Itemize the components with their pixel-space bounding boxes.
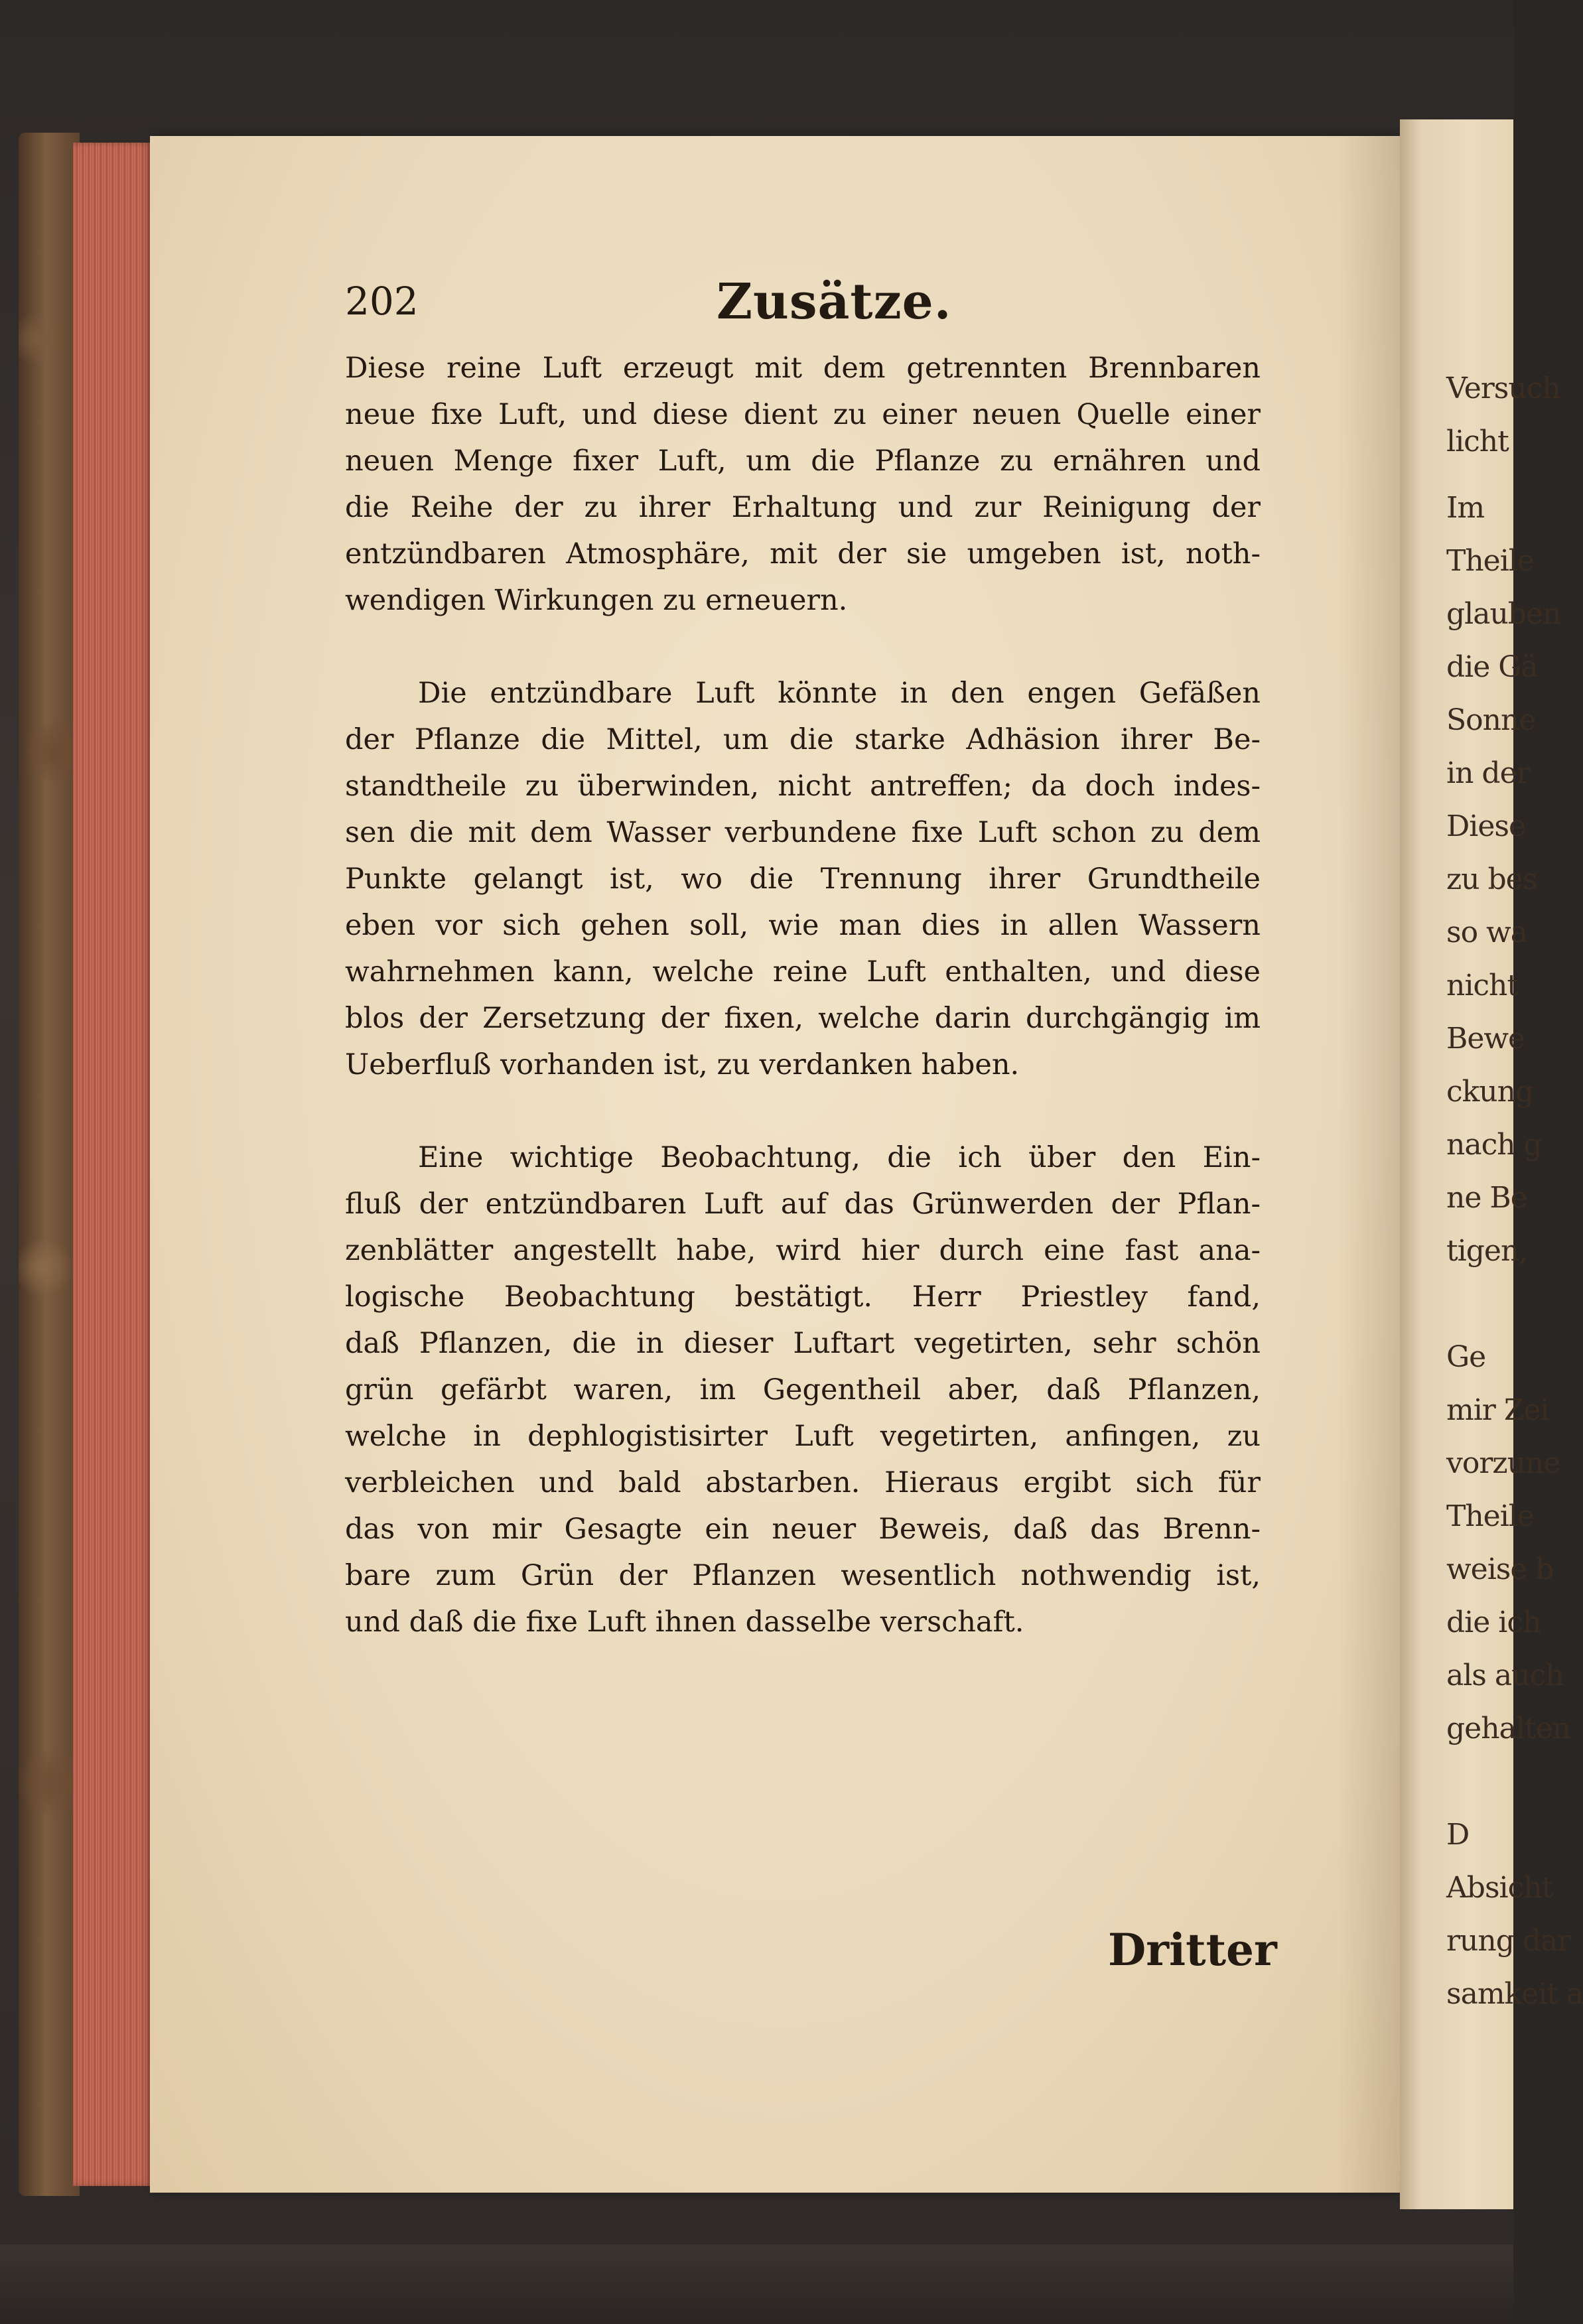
facing-page-text-fragment: in der: [1446, 756, 1530, 790]
facing-page-text-fragment: licht: [1446, 425, 1509, 458]
paragraph-1: [345, 345, 1261, 624]
facing-page-text-fragment: nicht: [1446, 969, 1519, 1002]
facing-page-text-fragment: rung dar: [1446, 1924, 1571, 1958]
facing-page-text-fragment: Im: [1446, 491, 1485, 525]
facing-page-text-fragment: Theile: [1446, 544, 1534, 578]
facing-page-text-fragment: vorzune: [1446, 1446, 1560, 1480]
facing-page-text-fragment: weise b: [1446, 1552, 1554, 1586]
text-line: bare zum Grün der Pflanzen wesentlich nothwendig ist,: [345, 1559, 1261, 1592]
text-line: Punkte gelangt ist, wo die Trennung ihrer Grundtheile: [345, 862, 1261, 896]
text-line: wahrnehmen kann, welche reine Luft enthalten, und diese: [345, 955, 1261, 989]
text-line: wendigen Wirkungen zu erneuern.: [345, 584, 848, 617]
text-line: und daß die fixe Luft ihnen dasselbe verschaft.: [345, 1606, 1024, 1639]
facing-page-text-fragment: nach g: [1446, 1128, 1542, 1162]
book-cover-board: [19, 133, 80, 2196]
paragraph-gap: [345, 1088, 1261, 1134]
text-line: blos der Zersetzung der fixen, welche darin durchgängig im: [345, 1002, 1261, 1035]
body-text: [345, 345, 1261, 1645]
text-line: verbleichen und bald abstarben. Hieraus ergibt sich für: [345, 1466, 1261, 1499]
text-line: standtheile zu überwinden, nicht antreffen; da doch indes-: [345, 770, 1261, 803]
facing-page-text-fragment: Ge: [1446, 1340, 1486, 1374]
catchword: Dritter: [1108, 1924, 1277, 1976]
running-head: [345, 273, 1300, 332]
facing-page-text-fragment: Versuch: [1446, 372, 1560, 405]
facing-page-text-fragment: Diese: [1446, 809, 1526, 843]
text-line: das von mir Gesagte ein neuer Beweis, daß das Brenn-: [345, 1513, 1261, 1546]
page-number: 202: [345, 279, 419, 324]
text-line: die Reihe der zu ihrer Erhaltung und zur Reinigung der: [345, 491, 1261, 524]
page-edges: [73, 143, 153, 2186]
facing-page-text-fragment: Theile: [1446, 1499, 1534, 1533]
text-line: daß Pflanzen, die in dieser Luftart vegetirten, sehr schön: [345, 1327, 1261, 1360]
text-line: Diese reine Luft erzeugt mit dem getrennten Brennbaren: [345, 352, 1261, 385]
facing-page-text-fragment: die ich: [1446, 1606, 1541, 1639]
text-line: eben vor sich gehen soll, wie man dies in allen Wassern: [345, 909, 1261, 942]
paragraph-2: [345, 670, 1261, 1088]
text-line: der Pflanze die Mittel, um die starke Adhäsion ihrer Be-: [345, 723, 1261, 756]
text-line: grün gefärbt waren, im Gegentheil aber, daß Pflanzen,: [345, 1373, 1261, 1406]
text-line: entzündbaren Atmosphäre, mit der sie umgeben ist, noth-: [345, 537, 1261, 571]
table-surface: [0, 2244, 1513, 2324]
facing-page-text-fragment: Bewe: [1446, 1022, 1525, 1056]
section-title: Zusätze.: [717, 273, 952, 330]
facing-page-text-fragment: die Gä: [1446, 650, 1538, 684]
facing-page-text-fragment: ckung: [1446, 1075, 1534, 1109]
facing-page-text-fragment: so wa: [1446, 916, 1527, 949]
text-line: welche in dephlogistisirter Luft vegetirten, anfingen, zu: [345, 1420, 1261, 1453]
paragraph-3: [345, 1134, 1261, 1645]
facing-page-text-fragment: Absicht: [1446, 1871, 1553, 1905]
paragraph-gap: [345, 624, 1261, 670]
text-line: sen die mit dem Wasser verbundene fixe Luft schon zu dem: [345, 816, 1261, 849]
facing-page-text-fragment: glauben: [1446, 597, 1561, 631]
facing-page-text-fragment: tigen,: [1446, 1234, 1528, 1268]
text-line: neue fixe Luft, und diese dient zu einer neuen Quelle einer: [345, 398, 1261, 431]
text-line: neuen Menge fixer Luft, um die Pflanze zu ernähren und: [345, 444, 1261, 478]
facing-page-text-fragment: zu bes: [1446, 862, 1537, 896]
facing-page-text-fragment: Sonne: [1446, 703, 1536, 737]
facing-page-text-fragment: mir Zei: [1446, 1393, 1549, 1427]
facing-page-text-fragment: ne Be: [1446, 1181, 1527, 1215]
text-line: zenblätter angestellt habe, wird hier durch eine fast ana-: [345, 1234, 1261, 1267]
text-line: Eine wichtige Beobachtung, die ich über den Ein-: [418, 1141, 1261, 1174]
text-line: fluß der entzündbaren Luft auf das Grünwerden der Pflan-: [345, 1188, 1261, 1221]
text-line: Ueberfluß vorhanden ist, zu verdanken haben.: [345, 1048, 1020, 1081]
facing-page-text-fragment: gehalten: [1446, 1712, 1570, 1745]
facing-page-text-fragment: als auch: [1446, 1659, 1564, 1692]
facing-page-text-fragment: samkeit a: [1446, 1977, 1583, 2011]
text-line: logische Beobachtung bestätigt. Herr Priestley fand,: [345, 1280, 1261, 1314]
facing-page: [1400, 119, 1583, 2209]
facing-page-text-fragment: D: [1446, 1818, 1470, 1852]
text-line: Die entzündbare Luft könnte in den engen Gefäßen: [418, 677, 1261, 710]
